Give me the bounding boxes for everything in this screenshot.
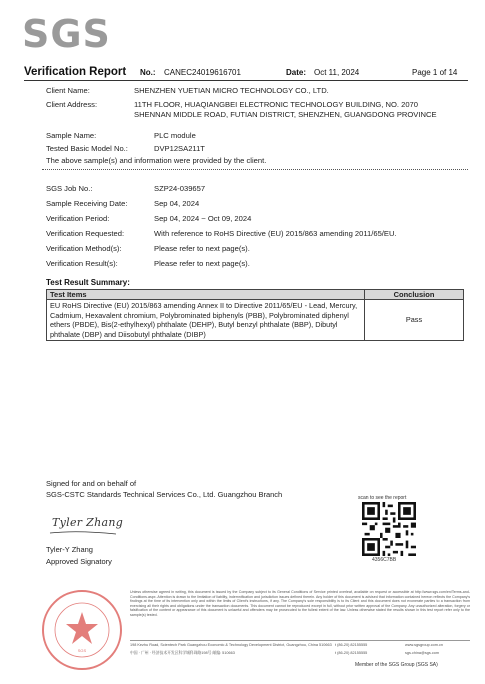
client-name-value: SHENZHEN YUETIAN MICRO TECHNOLOGY CO., LTD. [134, 86, 329, 95]
test-item-text: EU RoHS Directive (EU) 2015/863 amending Annex II to Directive 2011/65/EU - Lead, Mercury, Cadmium, Hexavalent chromium, Polybrominated biphenyls (PBB), Polybrominated diphenyl ethers (PBDE), Bis(2-ethylhexyl) phthalate (DEHP), Butyl benzyl phthalate (BBP), Dibutyl phthalate (DBP) and Diisobutyl phthalate (DIBP) [47, 300, 365, 341]
company-name-text: SGS-CSTC Standards Technical Services Co., Ltd. Guangzhou Branch [46, 490, 283, 499]
page-number: Page 1 of 14 [412, 68, 458, 77]
date-value: Oct 11, 2024 [314, 68, 360, 77]
verification-result-value: Please refer to next page(s). [154, 259, 250, 268]
verification-period-value: Sep 04, 2024 ~ Oct 09, 2024 [154, 214, 252, 223]
verification-result-label: Verification Result(s): [46, 259, 118, 268]
table-row [47, 300, 464, 341]
report-no-value: CANEC24019616701 [164, 68, 241, 77]
model-label: Tested Basic Model No.: [46, 144, 128, 153]
client-address-line2: SHENNAN MIDDLE ROAD, FUTIAN DISTRICT, SHENZHEN, GUANGDONG PROVINCE [134, 110, 437, 119]
sample-name-value: PLC module [154, 131, 196, 140]
client-name-label: Client Name: [46, 86, 90, 95]
verification-requested-label: Verification Requested: [46, 229, 125, 238]
col-test-items: Test Items [47, 290, 365, 300]
company-seal-stamp [40, 588, 124, 672]
verification-requested-value: With reference to RoHS Directive (EU) 2015/863 amending 2011/65/EU. [154, 229, 397, 238]
job-no-label: SGS Job No.: [46, 184, 93, 193]
date-label: Date: [286, 68, 307, 77]
conclusion-value: Pass [365, 300, 464, 341]
header-rule [24, 80, 468, 81]
verification-method-value: Please refer to next page(s). [154, 244, 250, 253]
qr-label: scan to see the report [358, 495, 407, 501]
qr-code-icon[interactable] [362, 502, 416, 556]
job-no-value: SZP24-039657 [154, 184, 206, 193]
verification-period-label: Verification Period: [46, 214, 110, 223]
client-address-label: Client Address: [46, 100, 98, 109]
signature-stroke [48, 530, 118, 536]
sgs-logo: SGS [22, 12, 111, 56]
sample-name-label: Sample Name: [46, 131, 97, 140]
qr-code-text: 4356C7BB [372, 557, 397, 563]
summary-title: Test Result Summary: [46, 278, 130, 287]
table-header-row [47, 290, 464, 300]
web-2[interactable]: sgs.china@sgs.com [405, 651, 440, 655]
address-en: 198 Kezhu Road, Scientech Park Guangzhou Economic & Technology Development District, Guangzhou, China 510663 [130, 643, 332, 647]
web-1[interactable]: www.sgsgroup.com.cn [405, 643, 443, 647]
svg-text:SGS: SGS [77, 648, 87, 653]
footer-rule [130, 640, 470, 641]
tel-1: t (86-20) 82155555 [335, 643, 368, 647]
col-conclusion: Conclusion [365, 290, 464, 300]
signed-for-text: Signed for and on behalf of [46, 479, 137, 488]
handwritten-signature: Tyler Zhang [52, 516, 124, 529]
member-text: Member of the SGS Group (SGS SA) [355, 662, 438, 668]
footer-address [130, 642, 470, 658]
receiving-date-label: Sample Receiving Date: [46, 199, 128, 208]
receiving-date-value: Sep 04, 2024 [154, 199, 200, 208]
sample-note: The above sample(s) and information were provided by the client. [46, 156, 267, 165]
address-cn: 中国 · 广州 · 经济技术开发区科学城科珠路198号 邮编: 510663 [130, 651, 235, 655]
signatory-name: Tyler-Y Zhang [46, 545, 93, 554]
tel-2: t (86-20) 82155555 [335, 651, 368, 655]
report-title: Verification Report [24, 66, 127, 78]
report-no-label: No.: [140, 68, 156, 77]
model-value: DVP12SA211T [154, 144, 205, 153]
verification-method-label: Verification Method(s): [46, 244, 122, 253]
signatory-role: Approved Signatory [46, 557, 112, 566]
client-address-line1: 11TH FLOOR, HUAQIANGBEI ELECTRONIC TECHNOLOGY BUILDING, NO. 2070 [134, 100, 418, 109]
terms-fine-print: Unless otherwise agreed in writing, this document is issued by the Company subject to its General Conditions of Service printed overleaf, available on request or accessible at http://www.sgs.com/en/Terms-and-Conditions.aspx. Attention is drawn to the limitation of liability, indemnification and jurisdiction issues defined therein. Any holder of this document is advised that information contained hereon reflects the Company's findings at the time of its intervention only and within the limits of Client's instructions, if any. The Company's sole responsibility is to its Client and this document does not exonerate parties to a transaction from exercising all their rights and obligations under the transaction documents. This document cannot be reproduced except in full, without prior written approval of the Company. Any unauthorized alteration, forgery or falsification of the content or appearance of this document is unlawful and offenders may be prosecuted to the fullest extent of the law. Unless otherwise stated the results shown in this test report refer only to the sample(s) tested. [130, 590, 470, 617]
section-divider [42, 169, 468, 170]
result-table [46, 289, 464, 341]
